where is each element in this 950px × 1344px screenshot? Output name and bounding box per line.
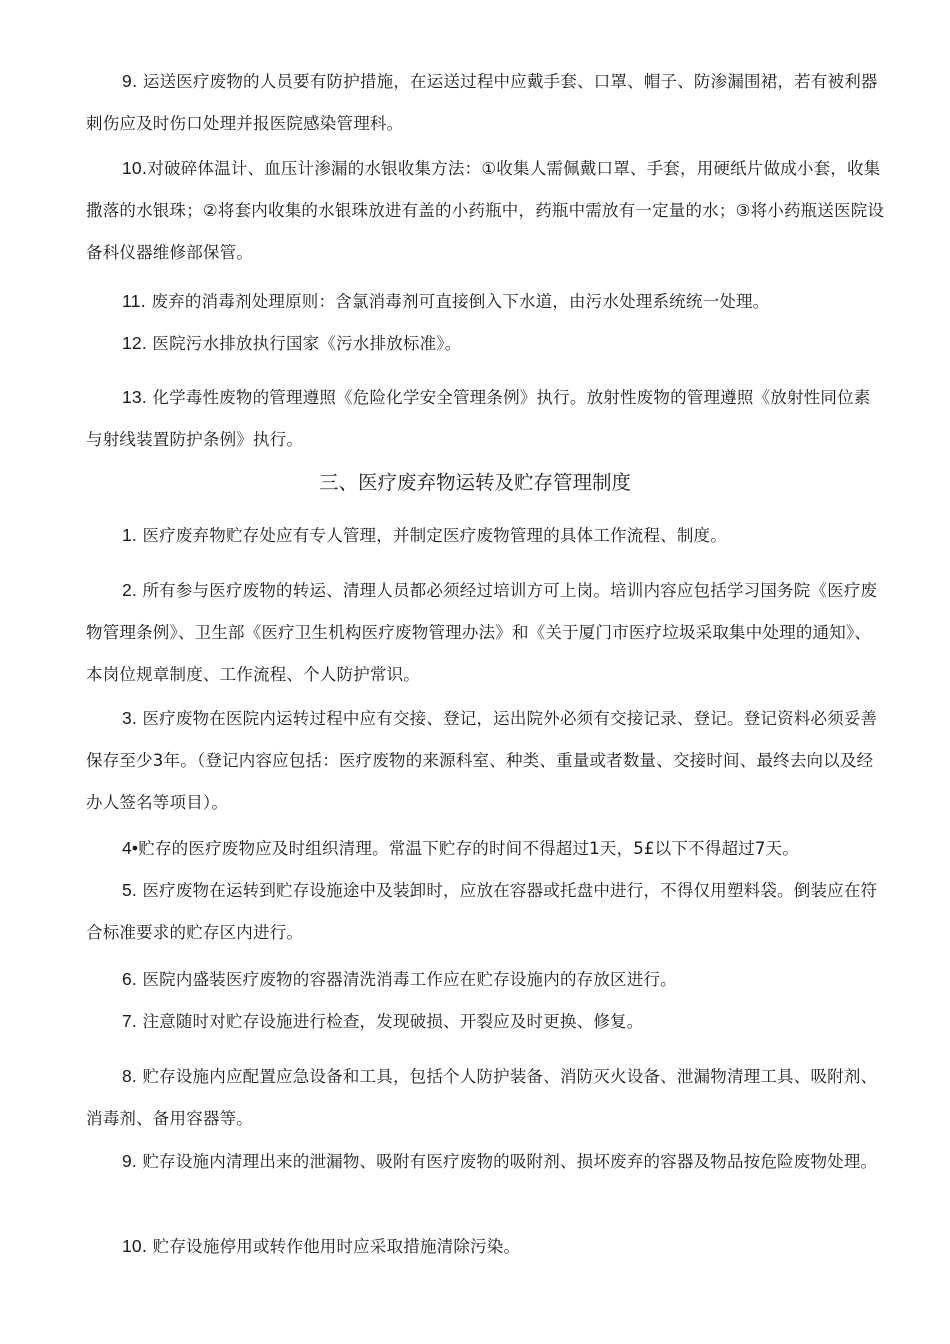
paragraph-number: 2. xyxy=(122,580,137,600)
paragraph-text: 医疗废物在医院内运转过程中应有交接、登记，运出院外必须有交接记录、登记。登记资料必须妥善保存至少3年。（登记内容应包括：医疗废物的来源科室、种类、重量或者数量、交接时间、最终去向以及经办人签名等项目）。 xyxy=(86,709,878,812)
paragraph-number: 3. xyxy=(122,708,137,728)
paragraph-number: 7. xyxy=(122,1011,137,1031)
paragraph-text: 医疗废物在运转到贮存设施途中及装卸时，应放在容器或托盘中进行，不得仅用塑料袋。倒装应在符合标准要求的贮存区内进行。 xyxy=(86,881,878,942)
paragraph-text: 注意随时对贮存设施进行检查，发现破损、开裂应及时更换、修复。 xyxy=(137,1012,644,1031)
paragraph-number: 9 xyxy=(122,71,132,91)
paragraph-b7 xyxy=(86,1000,886,1043)
paragraph-a13 xyxy=(86,376,886,461)
paragraph-text: 贮存设施内清理出来的泄漏物、吸附有医疗废物的吸附剂、损坏废弃的容器及物品按危险废物处理。 xyxy=(137,1152,878,1171)
paragraph-number: 4• xyxy=(122,838,139,858)
paragraph-b8 xyxy=(86,1055,886,1140)
paragraph-number: 5. xyxy=(122,880,137,900)
paragraph-text: 医院污水排放执行国家《污水排放标准》。 xyxy=(146,334,462,353)
paragraph-text: . 废弃的消毒剂处理原则：含氯消毒剂可直接倒入下水道，由污水处理系统统一处理。 xyxy=(140,292,770,311)
paragraph-text: 化学毒性废物的管理遵照《危险化学安全管理条例》执行。放射性废物的管理遵照《放射性同位素与射线装置防护条例》执行。 xyxy=(86,388,871,449)
paragraph-a10 xyxy=(86,147,886,274)
section-heading: 三、医疗废弃物运转及贮存管理制度 xyxy=(318,471,631,494)
paragraph-a9 xyxy=(86,60,886,145)
paragraph-b4 xyxy=(86,827,886,870)
paragraph-text: 医疗废弃物贮存处应有专人管理，并制定医疗废物管理的具体工作流程、制度。 xyxy=(137,526,727,545)
paragraph-b2 xyxy=(86,569,886,696)
paragraph-text: 所有参与医疗废物的转运、清理人员都必须经过培训方可上岗。培训内容应包括学习国务院《医疗废物管理条例》、卫生部《医疗卫生机构医疗废物管理办法》和《关于厦门市医疗垃圾采取集中处理的通知》、本岗位规章制度、工作流程、个人防护常识。 xyxy=(86,581,878,684)
paragraph-text: 医院内盛装医疗废物的容器清洗消毒工作应在贮存设施内的存放区进行。 xyxy=(137,970,677,989)
paragraph-number: 10 xyxy=(122,1236,142,1256)
paragraph-b9 xyxy=(86,1140,886,1183)
paragraph-number: 9. xyxy=(122,1151,137,1171)
paragraph-text: . 贮存设施停用或转作他用时应采取措施清除污染。 xyxy=(141,1237,521,1256)
paragraph-number: 8. xyxy=(122,1066,137,1086)
paragraph-number: 13. xyxy=(122,387,147,407)
paragraph-b10 xyxy=(86,1225,886,1268)
paragraph-b3 xyxy=(86,697,886,824)
paragraph-number: 12. xyxy=(122,333,147,353)
paragraph-number: 1. xyxy=(122,525,137,545)
paragraph-a12 xyxy=(86,322,886,365)
paragraph-b6 xyxy=(86,958,886,1001)
paragraph-number: 11 xyxy=(122,291,141,311)
paragraph-number: 6. xyxy=(122,969,137,989)
paragraph-text: 贮存的医疗废物应及时组织清理。常温下贮存的时间不得超过1天，5£以下不得超过7天。 xyxy=(138,839,799,858)
paragraph-text: .对破碎体温计、血压计渗漏的水银收集方法：①收集人需佩戴口罩、手套，用硬纸片做成小套，收集撒落的水银珠；②将套内收集的水银珠放进有盖的小药瓶中，药瓶中需放有一定量的水；③将小药瓶送医院设备科仪器维修部保管。 xyxy=(86,159,885,262)
paragraph-b5 xyxy=(86,869,886,954)
paragraph-text: . 运送医疗废物的人员要有防护措施，在运送过程中应戴手套、口罩、帽子、防渗漏围裙，若有被利器刺伤应及时伤口处理并报医院感染管理科。 xyxy=(86,72,878,133)
paragraph-number: 10 xyxy=(122,158,142,178)
paragraph-text: 贮存设施内应配置应急设备和工具，包括个人防护装备、消防灭火设备、泄漏物清理工具、吸附剂、消毒剂、备用容器等。 xyxy=(86,1067,878,1128)
paragraph-b1 xyxy=(86,514,886,557)
paragraph-a11 xyxy=(86,280,886,323)
